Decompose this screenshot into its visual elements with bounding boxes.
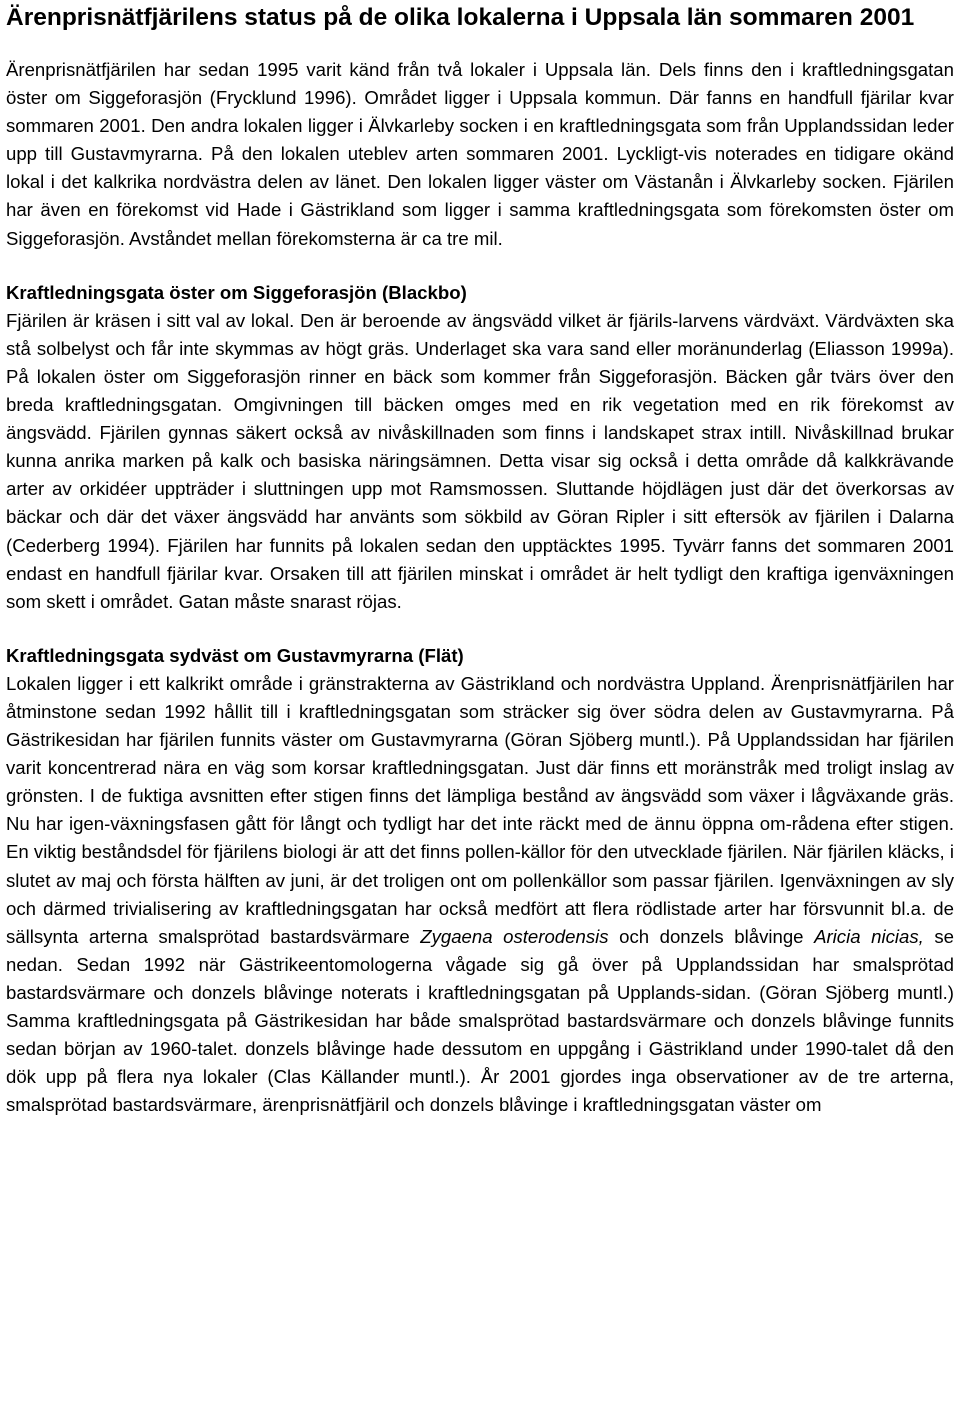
species-name-zygaena: Zygaena osterodensis [420,925,609,947]
section-heading-blackbo: Kraftledningsgata öster om Siggeforasjön (Blackbo) [6,281,467,303]
section-body-flat [6,670,954,1120]
section-blackbo [6,279,954,616]
body-text-part-3: se nedan. Sedan 1992 när Gästrikeentomologerna vågade sig gå över på Upplandssidan har smalsprötad bastardsvärmare och donzels blåvinge noterats i kraftledningsgatan på Upplands-sidan. (Göran Sjöberg muntl.) Samma kraftledningsgata på Gästrikesidan har både smalsprötad bastardsvärmare och donzels blåvinge funnits sedan början av 1960-talet. donzels blåvinge hade dessutom en uppgång i Gästrikland under 1990-talet då den dök upp på flera nya lokaler (Clas Källander muntl.). År 2001 gjordes inga observationer av de tre arterna, smalsprötad bastardsvärmare, ärenprisnätfjäril och donzels blåvinge i kraftledningsgatan väster om [6,925,955,1116]
species-name-aricia: Aricia nicias, [814,925,924,947]
intro-paragraph: Ärenprisnätfjärilen har sedan 1995 varit känd från två lokaler i Uppsala län. Dels finns den i kraftledningsgatan öster om Siggeforasjön (Frycklund 1996). Området ligger i Uppsala kommun. Där fanns en handfull fjärilar kvar sommaren 2001. Den andra lokalen ligger i Älvkarleby socken i en kraftledningsgata som från Upplandssidan leder upp till Gustavmyrarna. På den lokalen uteblev arten sommaren 2001. Lyckligt-vis noterades en tidigare okänd lokal i det kalkrika nordvästra delen av länet. Den lokalen ligger väster om Västanån i Älvkarleby socken. Fjärilen har även en förekomst vid Hade i Gästrikland som ligger i samma kraftledningsgata som förekomsten öster om Siggeforasjön. Avståndet mellan förekomsterna är ca tre mil. [6,59,954,249]
section-flat [6,642,954,1120]
body-text-part-2: och donzels blåvinge [608,925,815,947]
body-text-part-1: Lokalen ligger i ett kalkrikt område i gränstrakterna av Gästrikland och nordvästra Uppland. Ärenprisnätfjärilen har åtminstone sedan 1992 hållit till i kraftledningsgatan som sträcker sig över södra delen av Gustavmyrarna. På Gästrikesidan har fjärilen funnits väster om Gustavmyrarna (Göran Sjöberg muntl.). På Upplandssidan har fjärilen varit koncentrerad nära en väg som korsar kraftledningsgatan. Just där finns ett moränstråk med troligt inslag av grönsten. I de fuktiga avsnitten efter stigen finns det lämpliga bestånd av ängsvädd som växer i lågväxande gräs. Nu har igen-växningsfasen gått för långt och tydligt har det inte räckt med de ännu öppna om-rådena efter stigen. En viktig beståndsdel för fjärilens biologi är att det finns pollen-källor för den utvecklade fjärilen. När fjärilen kläcks, i slutet av maj och första hälften av juni, är det troligen ont om pollenkällor som passar fjärilen. Igenväxningen av sly och därmed trivialisering av kraftledningsgatan har också medfört att flera rödlistade arter har försvunnit bl.a. de sällsynta arterna smalsprötad bastardsvärmare [6,672,954,947]
document-title: Ärenprisnätfjärilens status på de olika lokalerna i Uppsala län sommaren 2001 [6,4,915,31]
section-heading-flat: Kraftledningsgata sydväst om Gustavmyrarna (Flät) [6,644,464,666]
section-body-blackbo: Fjärilen är kräsen i sitt val av lokal. Den är beroende av ängsvädd vilket är fjärils-larvens värdväxt. Värdväxten ska stå solbelyst och får inte skymmas av högt gräs. Underlaget ska vara sand eller moränunderlag (Eliasson 1999a). På lokalen öster om Siggeforasjön rinner en bäck som kommer från Siggeforasjön. Bäcken går tvärs över den breda kraftledningsgatan. Omgivningen till bäcken omges med en rik vegetation med en rik förekomst av ängsvädd. Fjärilen gynnas säkert också av nivåskillnaden som finns i landskapet strax intill. Nivåskillnad brukar kunna anrika marken på kalk och basiska näringsämnen. Detta visar sig också i detta område då kalkkrävande arter av orkidéer uppträder i sluttningen upp mot Ramsmossen. Sluttande höjdlägen just där det överkorsas av bäckar och där det växer ängsvädd har använts som sökbild av Göran Ripler i sitt eftersök av fjärilen i Dalarna (Cederberg 1994). Fjärilen har funnits på lokalen sedan den upptäcktes 1995. Tyvärr fanns det sommaren 2001 endast en handfull fjärilar kvar. Orsaken till att fjärilen minskat i området är helt tydligt den kraftiga igenväxningen som skett i området. Gatan måste snarast röjas. [6,309,954,612]
